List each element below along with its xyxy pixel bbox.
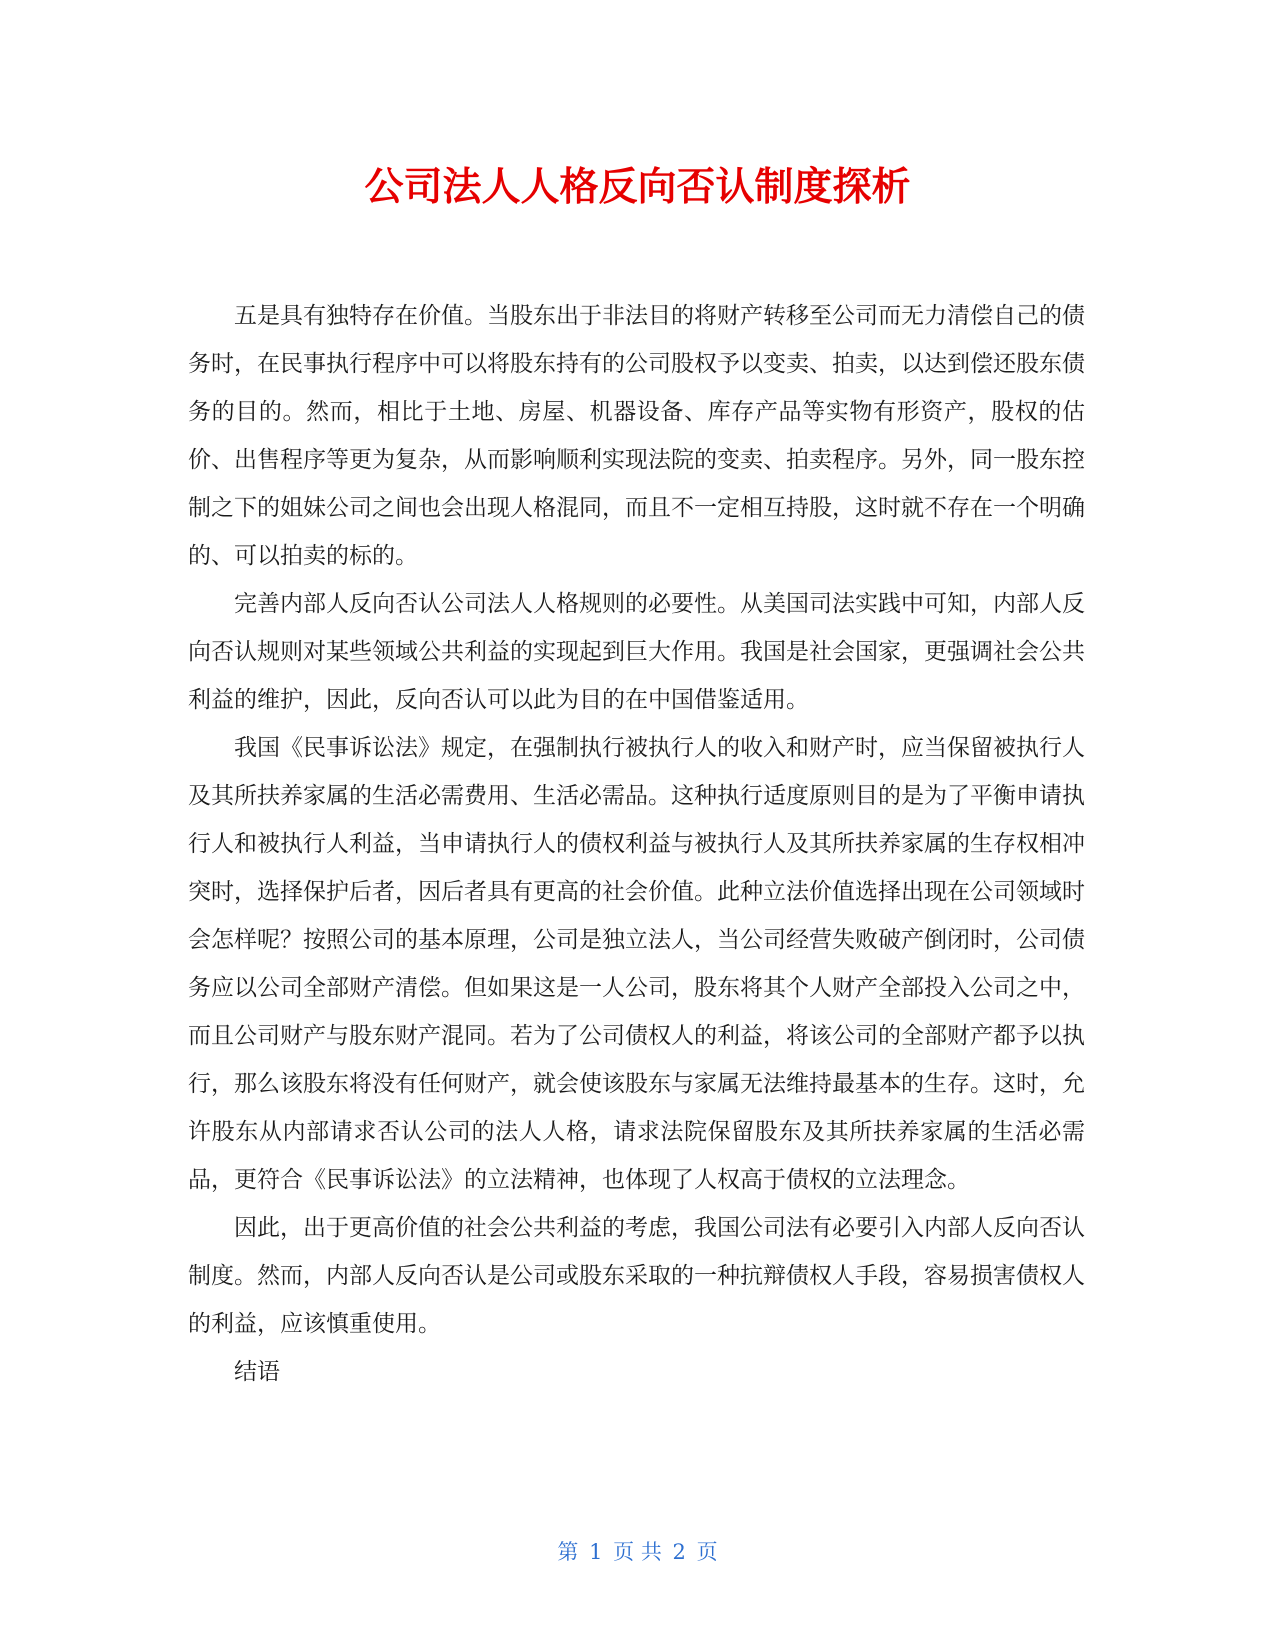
document-title: 公司法人人格反向否认制度探析 — [364, 165, 911, 210]
section-heading: 结语 — [234, 1359, 280, 1385]
paragraph: 我国《民事诉讼法》规定，在强制执行被执行人的收入和财产时，应当保留被执行人及其所扶养家属的生活必需费用、生活必需品。这种执行适度原则目的是为了平衡申请执行人和被执行人利益，当申请执行人的债权利益与被执行人及其所扶养家属的生存权相冲突时，选择保护后者，因后者具有更高的社会价值。此种立法价值选择出现在公司领域时会怎样呢？按照公司的基本原理，公司是独立法人，当公司经营失败破产倒闭时，公司债务应以公司全部财产清偿。但如果这是一人公司，股东将其个人财产全部投入公司之中，而且公司财产与股东财产混同。若为了公司债权人的利益，将该公司的全部财产都予以执行，那么该股东将没有任何财产，就会使该股东与家属无法维持最基本的生存。这时，允许股东从内部请求否认公司的法人人格，请求法院保留股东及其所扶养家属的生活必需品，更符合《民事诉讼法》的立法精神，也体现了人权高于债权的立法理念。 — [188, 735, 1085, 1193]
page-label-suffix: 页 — [696, 1540, 718, 1564]
page-label-mid: 页 共 — [613, 1540, 662, 1564]
paragraph: 五是具有独特存在价值。当股东出于非法目的将财产转移至公司而无力清偿自己的债务时，在民事执行程序中可以将股东持有的公司股权予以变卖、拍卖，以达到偿还股东债务的目的。然而，相比于土地、房屋、机器设备、库存产品等实物有形资产，股权的估价、出售程序等更为复杂，从而影响顺利实现法院的变卖、拍卖程序。另外，同一股东控制之下的姐妹公司之间也会出现人格混同，而且不一定相互持股，这时就不存在一个明确的、可以拍卖的标的。 — [188, 303, 1085, 569]
total-pages-number: 2 — [672, 1540, 686, 1564]
paragraph: 完善内部人反向否认公司法人人格规则的必要性。从美国司法实践中可知，内部人反向否认规则对某些领域公共利益的实现起到巨大作用。我国是社会国家，更强调社会公共利益的维护，因此，反向否认可以此为目的在中国借鉴适用。 — [188, 591, 1085, 713]
paragraph: 因此，出于更高价值的社会公共利益的考虑，我国公司法有必要引入内部人反向否认制度。然而，内部人反向否认是公司或股东采取的一种抗辩债权人手段，容易损害债权人的利益，应该慎重使用。 — [188, 1215, 1085, 1337]
page-label-prefix: 第 — [557, 1540, 579, 1564]
page-footer — [0, 1537, 1275, 1567]
document-body — [188, 292, 1085, 1396]
current-page-number: 1 — [589, 1540, 603, 1564]
